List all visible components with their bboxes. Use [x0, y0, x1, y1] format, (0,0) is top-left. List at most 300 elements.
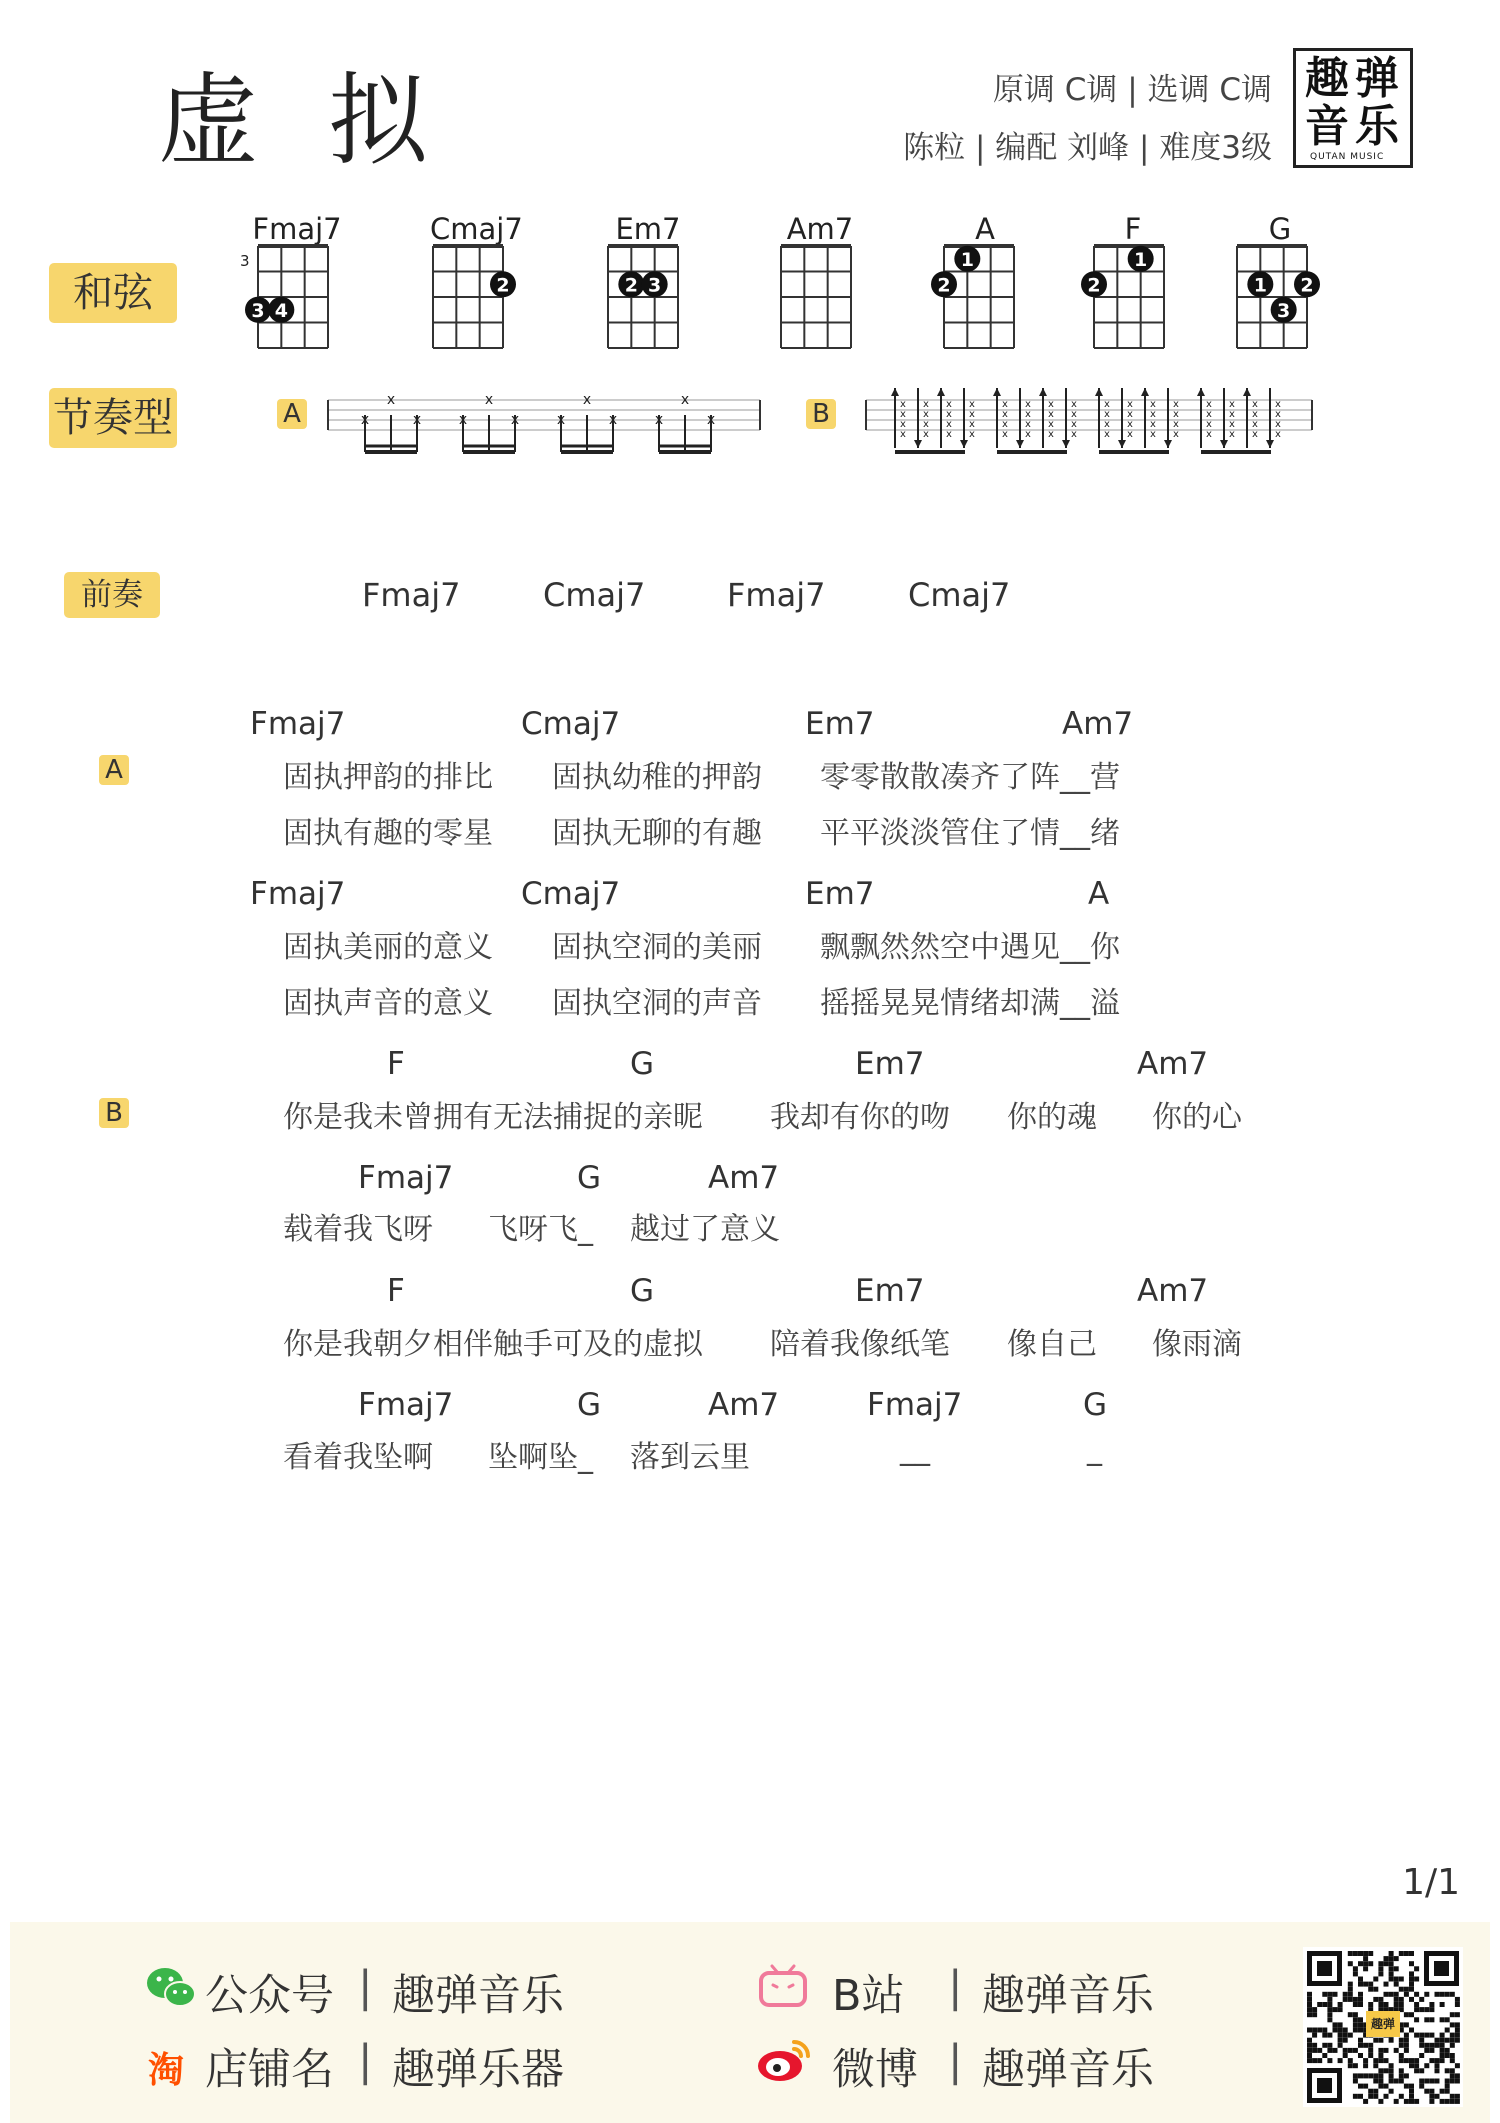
- b4-chord-5: G: [1083, 1387, 1108, 1423]
- b3-lyric-4: 像雨滴: [1152, 1327, 1242, 1362]
- strum-x: x: [386, 392, 396, 408]
- qr-module: [1424, 2033, 1429, 2038]
- wechat-value: 趣弹音乐: [392, 1971, 564, 2021]
- qr-module: [1455, 2073, 1460, 2078]
- qr-module: [1440, 2043, 1445, 2048]
- qr-center-logo: 趣弹: [1366, 2011, 1400, 2037]
- qr-module: [1353, 2002, 1358, 2007]
- qr-module: [1435, 2043, 1440, 2048]
- finger-number: 1: [1134, 248, 1148, 271]
- qr-module: [1440, 2033, 1445, 2038]
- qr-module: [1363, 2063, 1368, 2068]
- b2-lyric-2: 飞呀飞_: [488, 1212, 593, 1247]
- qr-module: [1424, 2007, 1429, 2012]
- strum-x: x: [900, 429, 906, 440]
- strum-x: x: [1150, 429, 1156, 440]
- qr-module: [1327, 2002, 1332, 2007]
- qr-module: [1424, 2043, 1429, 2048]
- qr-module: [1389, 2079, 1394, 2084]
- intro-chord-3: Fmaj7: [727, 576, 826, 614]
- qr-module: [1373, 2094, 1378, 2099]
- qr-module: [1394, 2002, 1399, 2007]
- footer-separator: |: [358, 1962, 373, 2012]
- strum-x: x: [1025, 429, 1031, 440]
- qr-module: [1358, 1982, 1363, 1987]
- qr-module: [1348, 1987, 1353, 1992]
- qr-module: [1414, 2033, 1419, 2038]
- qr-module: [1450, 2079, 1455, 2084]
- qr-module: [1378, 2038, 1383, 2043]
- qr-module: [1368, 1987, 1373, 1992]
- qr-module: [1419, 2007, 1424, 2012]
- qr-module: [1317, 2058, 1322, 2063]
- arrow-head: [891, 388, 899, 396]
- qr-module: [1363, 2073, 1368, 2078]
- qr-module: [1353, 1966, 1358, 1971]
- strum-x: x: [1002, 419, 1008, 430]
- qr-module: [1399, 2068, 1404, 2073]
- b1-chord-1: F: [387, 1046, 405, 1082]
- qr-module: [1363, 1961, 1368, 1966]
- b3-lyric-1: 你是我朝夕相伴触手可及的虚拟: [283, 1327, 703, 1362]
- qr-module: [1333, 2048, 1338, 2053]
- qr-module: [1322, 1992, 1327, 1997]
- strum-x: x: [1002, 429, 1008, 440]
- qr-module: [1363, 2084, 1368, 2089]
- strum-x: x: [680, 392, 690, 408]
- strum-x: x: [412, 412, 422, 428]
- qr-module: [1343, 2038, 1348, 2043]
- qr-module: [1312, 2007, 1317, 2012]
- qr-module: [1399, 2053, 1404, 2058]
- b1-lyric-3: 你的魂: [1007, 1100, 1097, 1135]
- qr-module: [1378, 2073, 1383, 2078]
- strum-x: x: [969, 429, 975, 440]
- strum-x: x: [900, 409, 906, 420]
- section-b-tag: B: [99, 1098, 129, 1128]
- b2-chord-2: G: [577, 1160, 602, 1196]
- qr-module: [1358, 2038, 1363, 2043]
- b3-lyric-3: 像自己: [1007, 1327, 1097, 1362]
- a1-l1-1: 固执押韵的排比: [283, 760, 493, 795]
- qr-module: [1414, 2007, 1419, 2012]
- shop-value: 趣弹乐器: [392, 2045, 564, 2095]
- a2-l2-2: 固执空洞的声音: [552, 986, 762, 1021]
- b4-lyric-4: __: [900, 1432, 930, 1467]
- qr-module: [1455, 2079, 1460, 2084]
- qr-module: [1404, 2048, 1409, 2053]
- qr-module: [1445, 2048, 1450, 2053]
- qr-module: [1368, 2089, 1373, 2094]
- finger-number: 2: [937, 274, 951, 297]
- qr-module: [1389, 2089, 1394, 2094]
- qr-module: [1404, 2058, 1409, 2063]
- qr-module: [1307, 1992, 1312, 1997]
- qr-module: [1358, 1951, 1363, 1956]
- qr-module: [1399, 2079, 1404, 2084]
- qr-module: [1424, 2063, 1429, 2068]
- qr-module: [1358, 1977, 1363, 1982]
- qr-module: [1363, 1982, 1368, 1987]
- strum-x: x: [923, 429, 929, 440]
- b3-chord-3: Em7: [855, 1273, 925, 1309]
- b1-chord-4: Am7: [1137, 1046, 1209, 1082]
- qr-module: [1358, 1997, 1363, 2002]
- qr-module: [1358, 2053, 1363, 2058]
- strum-x: x: [608, 412, 618, 428]
- qr-module: [1368, 2048, 1373, 2053]
- a2-l1-2: 固执空洞的美丽: [552, 930, 762, 965]
- qr-module: [1419, 2068, 1424, 2073]
- chord-name-f: F: [1124, 212, 1142, 246]
- a2-l2-1: 固执声音的意义: [283, 986, 493, 1021]
- qr-module: [1333, 1992, 1338, 1997]
- qr-module: [1424, 2048, 1429, 2053]
- qr-module: [1450, 2099, 1455, 2104]
- strum-x: x: [360, 412, 370, 428]
- bilibili-value: 趣弹音乐: [982, 1971, 1154, 2021]
- rhythm-label: 节奏型: [49, 388, 177, 448]
- strum-x: x: [1002, 409, 1008, 420]
- qr-module: [1419, 2053, 1424, 2058]
- arrow-head: [1141, 388, 1149, 396]
- qr-module: [1368, 1951, 1373, 1956]
- qr-module: [1358, 2073, 1363, 2078]
- qr-module: [1399, 2002, 1404, 2007]
- qr-module: [1358, 2017, 1363, 2022]
- qr-module: [1409, 2094, 1414, 2099]
- qr-module: [1384, 2084, 1389, 2089]
- qr-module: [1409, 1982, 1414, 1987]
- qr-module: [1327, 2012, 1332, 2017]
- rhythm-b-staff: [866, 388, 1312, 452]
- qr-module: [1327, 1992, 1332, 1997]
- strum-x: x: [1002, 399, 1008, 410]
- qr-module: [1307, 2043, 1312, 2048]
- b1-lyric-2: 我却有你的吻: [770, 1100, 950, 1135]
- qr-module: [1455, 2033, 1460, 2038]
- qr-module: [1312, 2028, 1317, 2033]
- logo-text-top: 趣弹: [1305, 53, 1405, 104]
- qr-module: [1399, 2058, 1404, 2063]
- qr-module: [1353, 2063, 1358, 2068]
- arrow-head: [1266, 440, 1274, 448]
- qr-module: [1455, 2094, 1460, 2099]
- arrow-head: [1062, 440, 1070, 448]
- qr-module: [1389, 1966, 1394, 1971]
- qr-module: [1358, 2084, 1363, 2089]
- qr-module: [1399, 1951, 1404, 1956]
- b2-lyric-3: 越过了意义: [630, 1212, 780, 1247]
- strum-x: x: [484, 392, 494, 408]
- intro-chord-4: Cmaj7: [908, 576, 1011, 614]
- qr-module: [1343, 1997, 1348, 2002]
- strum-x: x: [1104, 429, 1110, 440]
- strum-x: x: [1173, 409, 1179, 420]
- qr-module: [1409, 2089, 1414, 2094]
- chord-name-a: A: [975, 212, 995, 246]
- strum-x: x: [1025, 419, 1031, 430]
- strum-x: x: [1071, 409, 1077, 420]
- strum-x: x: [1104, 419, 1110, 430]
- qr-module: [1348, 1961, 1353, 1966]
- qr-module: [1368, 1961, 1373, 1966]
- qr-module: [1440, 2099, 1445, 2104]
- qr-module: [1384, 2068, 1389, 2073]
- strum-x: x: [1275, 419, 1281, 430]
- qr-module: [1363, 2099, 1368, 2104]
- chord-name-g: G: [1268, 212, 1292, 246]
- strum-x: x: [706, 412, 716, 428]
- qr-module: [1394, 1997, 1399, 2002]
- qr-module: [1327, 2058, 1332, 2063]
- qr-module: [1368, 2073, 1373, 2078]
- strum-x: x: [1206, 419, 1212, 430]
- qr-module: [1307, 1997, 1312, 2002]
- a1-l2-3: 平平淡淡管住了情__绪: [820, 816, 1120, 851]
- qr-module: [1312, 2058, 1317, 2063]
- qr-module: [1338, 2028, 1343, 2033]
- qr-module: [1450, 2053, 1455, 2058]
- qr-module: [1404, 2033, 1409, 2038]
- qr-module: [1414, 2063, 1419, 2068]
- qr-module: [1414, 1966, 1419, 1971]
- strum-x: x: [654, 412, 664, 428]
- qr-module: [1363, 2058, 1368, 2063]
- qr-module: [1399, 2094, 1404, 2099]
- qr-module: [1378, 2058, 1383, 2063]
- qr-module: [1445, 2099, 1450, 2104]
- strum-x: x: [1127, 429, 1133, 440]
- chord-name-em7: Em7: [615, 212, 681, 246]
- finger-number: 3: [648, 274, 662, 297]
- qr-module: [1363, 1956, 1368, 1961]
- qr-module: [1378, 2068, 1383, 2073]
- arrow-head: [1220, 440, 1228, 448]
- qr-module: [1389, 1951, 1394, 1956]
- qr-module: [1353, 2017, 1358, 2022]
- qr-module: [1353, 2094, 1358, 2099]
- qr-module: [1409, 1951, 1414, 1956]
- qr-module: [1414, 2002, 1419, 2007]
- finger-number: 4: [274, 299, 288, 322]
- qr-module: [1429, 2058, 1434, 2063]
- qr-module: [1455, 1997, 1460, 2002]
- qr-module: [1338, 2038, 1343, 2043]
- qr-module: [1389, 2063, 1394, 2068]
- finger-number: 2: [624, 274, 638, 297]
- qr-module: [1373, 1987, 1378, 1992]
- qr-module: [1404, 2022, 1409, 2027]
- qr-module: [1409, 2084, 1414, 2089]
- strum-x: x: [1173, 429, 1179, 440]
- arrow-head: [1243, 388, 1251, 396]
- strum-x: x: [1048, 419, 1054, 430]
- qr-module: [1419, 2038, 1424, 2043]
- b4-lyric-5: _: [1087, 1432, 1102, 1467]
- strum-x: x: [900, 399, 906, 410]
- chord-name-fmaj7: Fmaj7: [252, 212, 342, 246]
- qr-module: [1348, 1951, 1353, 1956]
- qr-module: [1353, 1951, 1358, 1956]
- qr-module: [1450, 1992, 1455, 1997]
- qr-module: [1373, 1977, 1378, 1982]
- qr-module: [1307, 2053, 1312, 2058]
- qr-module: [1419, 2084, 1424, 2089]
- arrow-head: [914, 440, 922, 448]
- qr-module: [1343, 2048, 1348, 2053]
- strum-x: x: [969, 409, 975, 420]
- qr-module: [1445, 2068, 1450, 2073]
- strum-x: x: [1206, 429, 1212, 440]
- qr-module: [1353, 2028, 1358, 2033]
- qr-module: [1399, 2073, 1404, 2078]
- b3-chord-1: F: [387, 1273, 405, 1309]
- qr-module: [1358, 2028, 1363, 2033]
- qr-module: [1322, 2043, 1327, 2048]
- a1-l1-2: 固执幼稚的押韵: [552, 760, 762, 795]
- qr-module: [1445, 2028, 1450, 2033]
- qr-module: [1424, 2017, 1429, 2022]
- qr-module: [1368, 1982, 1373, 1987]
- finger-number: 2: [496, 274, 510, 297]
- strum-x: x: [556, 412, 566, 428]
- qr-module: [1394, 1982, 1399, 1987]
- qr-module: [1327, 1997, 1332, 2002]
- qr-module: [1338, 2022, 1343, 2027]
- qr-module: [1322, 2033, 1327, 2038]
- strum-x: x: [1071, 429, 1077, 440]
- qr-module: [1373, 2058, 1378, 2063]
- qr-module: [1419, 2079, 1424, 2084]
- arrow-head: [937, 388, 945, 396]
- qr-module: [1389, 2038, 1394, 2043]
- strum-x: x: [1025, 409, 1031, 420]
- qr-module: [1343, 2028, 1348, 2033]
- qr-module: [1435, 2038, 1440, 2043]
- qr-module: [1338, 2007, 1343, 2012]
- qr-module: [1348, 2048, 1353, 2053]
- qr-module: [1353, 2048, 1358, 2053]
- strum-x: x: [1104, 409, 1110, 420]
- qr-module: [1389, 2073, 1394, 2078]
- qr-module: [1429, 2043, 1434, 2048]
- qr-module: [1378, 1997, 1383, 2002]
- qr-module: [1363, 1966, 1368, 1971]
- b3-chord-2: G: [630, 1273, 655, 1309]
- finger-number: 1: [1253, 274, 1267, 297]
- qr-module: [1414, 2099, 1419, 2104]
- qr-module: [1378, 2053, 1383, 2058]
- qr-module: [1307, 2012, 1312, 2017]
- qr-module: [1440, 2048, 1445, 2053]
- qr-module: [1445, 1992, 1450, 1997]
- qr-module: [1389, 1961, 1394, 1966]
- qr-module: [1414, 1992, 1419, 1997]
- a1-chord-2: Cmaj7: [521, 706, 621, 742]
- intro-chord-1: Fmaj7: [362, 576, 461, 614]
- qr-module: [1327, 2007, 1332, 2012]
- qr-module: [1440, 2053, 1445, 2058]
- footer-separator: |: [358, 2036, 373, 2086]
- qr-module: [1419, 2043, 1424, 2048]
- qr-module: [1312, 2048, 1317, 2053]
- qr-module: [1378, 2084, 1383, 2089]
- strum-x: x: [1275, 399, 1281, 410]
- qr-module: [1348, 2058, 1353, 2063]
- qr-module: [1307, 2048, 1312, 2053]
- qr-module: [1312, 2033, 1317, 2038]
- qr-module: [1338, 2043, 1343, 2048]
- b2-chord-3: Am7: [708, 1160, 780, 1196]
- fret-marker: 3: [240, 252, 250, 270]
- a2-l2-3: 摇摇晃晃情绪却满__溢: [820, 986, 1120, 1021]
- finger-number: 1: [960, 248, 974, 271]
- b1-chord-2: G: [630, 1046, 655, 1082]
- qr-module: [1404, 1951, 1409, 1956]
- qr-module: [1333, 2022, 1338, 2027]
- qr-module: [1368, 2043, 1373, 2048]
- qr-module: [1368, 2094, 1373, 2099]
- qr-module: [1429, 2048, 1434, 2053]
- arrow-head: [1197, 388, 1205, 396]
- qr-module: [1419, 1997, 1424, 2002]
- intro-chord-2: Cmaj7: [543, 576, 646, 614]
- qr-module: [1450, 2038, 1455, 2043]
- qr-module: [1455, 2038, 1460, 2043]
- qr-module: [1450, 2033, 1455, 2038]
- finger-number: 2: [1300, 274, 1314, 297]
- strum-x: x: [1150, 419, 1156, 430]
- chord-name-cmaj7: Cmaj7: [430, 212, 523, 246]
- qr-module: [1348, 1982, 1353, 1987]
- qr-module: [1384, 1992, 1389, 1997]
- qr-module: [1404, 2043, 1409, 2048]
- qr-module: [1327, 2017, 1332, 2022]
- a1-l2-2: 固执无聊的有趣: [552, 816, 762, 851]
- qr-module: [1307, 2058, 1312, 2063]
- qr-module: [1445, 2053, 1450, 2058]
- bilibili-icon: [758, 1963, 808, 2009]
- strum-x: x: [923, 409, 929, 420]
- arrow-head: [960, 440, 968, 448]
- qr-module: [1307, 2028, 1312, 2033]
- qr-module: [1373, 2038, 1378, 2043]
- qr-module: [1348, 1997, 1353, 2002]
- weibo-label: 微博: [832, 2045, 918, 2095]
- qr-module: [1404, 2099, 1409, 2104]
- strum-x: x: [946, 419, 952, 430]
- arrow-head: [1095, 388, 1103, 396]
- qr-module: [1435, 1992, 1440, 1997]
- qr-module: [1399, 1987, 1404, 1992]
- arrow-head: [1164, 440, 1172, 448]
- qr-module: [1373, 2073, 1378, 2078]
- a1-chord-1: Fmaj7: [250, 706, 346, 742]
- qr-module: [1307, 2007, 1312, 2012]
- strum-x: x: [946, 399, 952, 410]
- a2-l1-3: 飘飘然然空中遇见__你: [820, 930, 1120, 965]
- qr-module: [1338, 2033, 1343, 2038]
- qr-module: [1343, 2033, 1348, 2038]
- qr-module: [1409, 2099, 1414, 2104]
- strum-x: x: [1150, 399, 1156, 410]
- b4-lyric-3: 落到云里: [630, 1440, 750, 1475]
- strum-x: x: [1173, 399, 1179, 410]
- qr-module: [1312, 2012, 1317, 2017]
- qr-module: [1435, 2068, 1440, 2073]
- strum-x: x: [969, 399, 975, 410]
